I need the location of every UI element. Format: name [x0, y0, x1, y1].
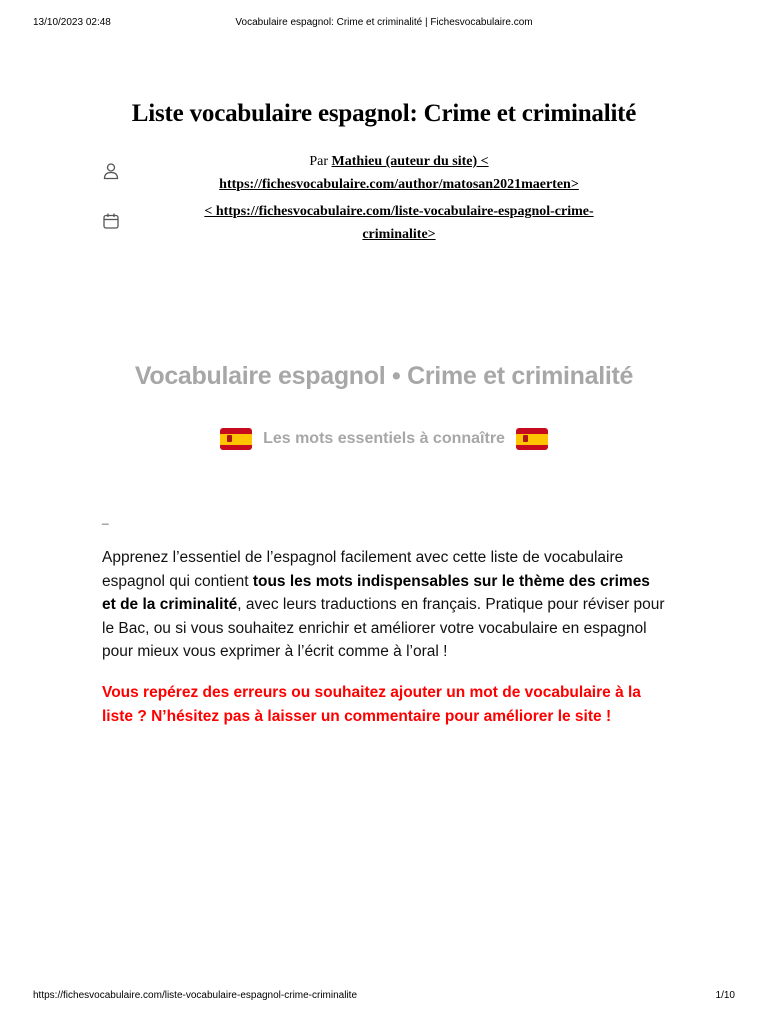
print-footer	[33, 990, 735, 1004]
author-text	[140, 150, 658, 196]
spain-flag-icon	[516, 428, 548, 450]
date-text	[140, 200, 658, 246]
date-link-line1[interactable]: < https://fichesvocabulaire.com/liste-vocabulaire-espagnol-crime-	[204, 204, 594, 219]
warning-message: Vous repérez des erreurs ou souhaitez ajouter un mot de vocabulaire à la liste ? N’hésitez pas à laisser un commentaire pour améliorer le site !	[102, 684, 641, 725]
print-header	[33, 17, 735, 31]
section-heading: Vocabulaire espagnol • Crime et criminalité	[134, 362, 634, 390]
print-datetime: 13/10/2023 02:48	[33, 17, 111, 28]
article-title: Liste vocabulaire espagnol: Crime et criminalité	[131, 100, 637, 127]
intro-text-1: Apprenez l’essentiel de l’espagnol facilement avec cette liste de vocabulaire espagnol qui contient	[102, 549, 624, 590]
print-document-title: Vocabulaire espagnol: Crime et criminalité | Fichesvocabulaire.com	[235, 17, 533, 28]
page-number: 1/10	[715, 990, 735, 1001]
intro-bold-text: tous les mots indispensables sur le thème des crimes et de la criminalité	[102, 572, 650, 613]
calendar-icon	[102, 212, 120, 230]
author-prefix: Par	[309, 154, 332, 169]
subheading-label: Les mots essentiels à connaître	[263, 430, 505, 447]
section-subheading	[0, 428, 768, 450]
user-icon	[102, 162, 120, 180]
intro-paragraph	[102, 546, 668, 664]
print-footer-url: https://fichesvocabulaire.com/liste-vocabulaire-espagnol-crime-criminalite	[33, 990, 358, 1001]
author-url-link[interactable]: https://fichesvocabulaire.com/author/matosan2021maerten>	[219, 177, 579, 192]
intro-text-2: , avec leurs traductions en français. Pratique pour réviser pour le Bac, ou si vous souhaitez enrichir et améliorer votre vocabulaire en espagnol pour mieux vous exprimer à l’écrit comme à l’oral !	[102, 596, 665, 660]
date-link-line2[interactable]: criminalite>	[362, 227, 436, 242]
separator: _	[102, 511, 109, 525]
author-link[interactable]: Mathieu (auteur du site) <	[331, 154, 489, 169]
spain-flag-icon	[220, 428, 252, 450]
